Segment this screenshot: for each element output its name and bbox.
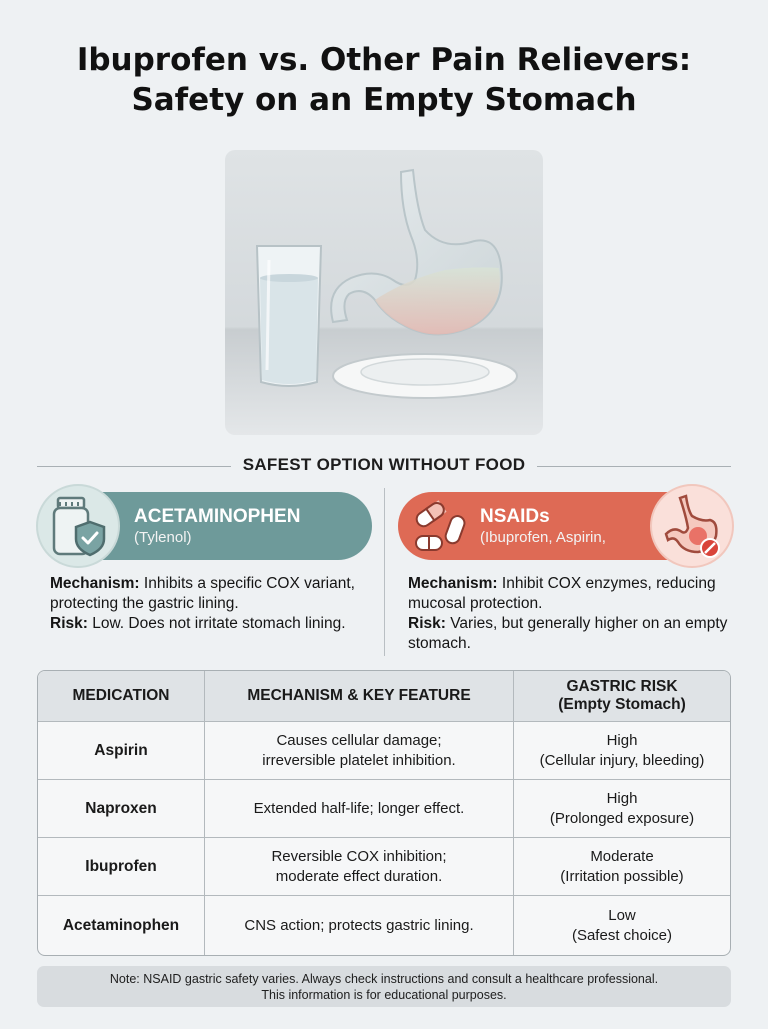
- header-gastric-risk: GASTRIC RISK (Empty Stomach): [558, 678, 686, 713]
- note-line-1: Note: NSAID gastric safety varies. Always check instructions and consult a healthcare professional.: [109, 972, 659, 986]
- risk-cell: Low (Safest choice): [571, 906, 673, 944]
- medication-cell: Naproxen: [38, 780, 205, 837]
- title-line-1: Ibuprofen vs. Other Pain Relievers:: [76, 42, 692, 78]
- acetaminophen-badge: [36, 484, 120, 568]
- mechanism-cell: Extended half-life; longer effect.: [205, 780, 514, 837]
- risk-cell: High (Prolonged exposure): [549, 789, 695, 827]
- acetaminophen-info: [50, 574, 370, 634]
- medication-cell: Aspirin: [38, 722, 205, 779]
- risk-cell: High (Cellular injury, bleeding): [539, 731, 705, 769]
- nsaids-info: [408, 574, 728, 654]
- header-medication: MEDICATION: [38, 671, 205, 721]
- mechanism-cell: CNS action; protects gastric lining.: [205, 896, 514, 955]
- acetaminophen-mechanism: Mechanism: Inhibits a specific COX variant, protecting the gastric lining.: [50, 575, 355, 612]
- nsaids-risk: Risk: Varies, but generally higher on an empty stomach.: [408, 615, 728, 652]
- medication-cell: Ibuprofen: [38, 838, 205, 895]
- page-title: [0, 40, 768, 120]
- shield-check-icon: [76, 522, 104, 555]
- stomach-icon: [331, 170, 502, 335]
- comparison-table: [37, 670, 731, 956]
- table-row: [38, 780, 730, 838]
- column-divider: [384, 488, 385, 656]
- nsaids-name: NSAIDs: [480, 506, 550, 527]
- water-glass-icon: [257, 246, 321, 386]
- table-header-row: [38, 671, 730, 722]
- medication-cell: Acetaminophen: [38, 896, 205, 955]
- table-row: [38, 838, 730, 896]
- hero-illustration: [225, 150, 543, 435]
- capsules-icon: [412, 500, 472, 556]
- disclaimer-note: [37, 966, 731, 1007]
- mechanism-cell: Reversible COX inhibition; moderate effect duration.: [205, 838, 514, 895]
- note-line-2: This information is for educational purposes.: [261, 988, 507, 1002]
- section-heading: SAFEST OPTION WITHOUT FOOD: [0, 455, 768, 475]
- empty-plate-icon: [333, 354, 517, 398]
- title-line-2: Safety on an Empty Stomach: [131, 82, 637, 118]
- table-row: [38, 896, 730, 955]
- acetaminophen-name: ACETAMINOPHEN: [134, 506, 301, 527]
- irritated-stomach-icon: [652, 486, 732, 566]
- table-row: [38, 722, 730, 780]
- nsaids-subtitle: (Ibuprofen, Aspirin,: [480, 529, 606, 546]
- nsaids-badge: [650, 484, 734, 568]
- acetaminophen-subtitle: (Tylenol): [134, 529, 192, 546]
- mechanism-cell: Causes cellular damage; irreversible platelet inhibition.: [205, 722, 514, 779]
- risk-cell: Moderate (Irritation possible): [560, 847, 684, 885]
- nsaids-mechanism: Mechanism: Inhibit COX enzymes, reducing mucosal protection.: [408, 575, 716, 612]
- header-mechanism: MECHANISM & KEY FEATURE: [205, 671, 514, 721]
- acetaminophen-risk: Risk: Low. Does not irritate stomach lining.: [50, 615, 346, 632]
